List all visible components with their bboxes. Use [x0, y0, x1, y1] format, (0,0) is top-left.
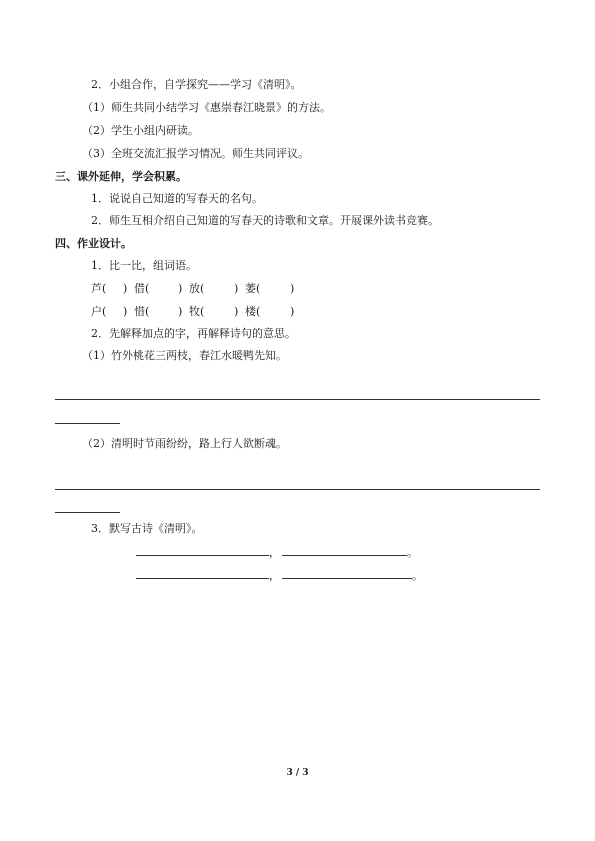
step-2-sub-1: （1）师生共同小结学习《惠崇春江晓景》的方法。 [82, 101, 331, 114]
dictation-row-2 [136, 568, 423, 583]
section-3-item-2: 2．师生互相介绍自己知道的写春天的诗歌和文章。开展课外读书竞赛。 [91, 214, 439, 227]
word-item: 牧( [189, 305, 205, 318]
word-close: ) [178, 305, 183, 318]
period: 。 [412, 569, 423, 582]
word-close: ) [178, 282, 183, 295]
page-number: 3 / 3 [286, 768, 309, 778]
dictation-row-1 [136, 545, 418, 560]
word-item: 借( [134, 282, 150, 295]
answer-line[interactable] [55, 489, 540, 490]
word-close: ) [234, 305, 239, 318]
dictation-blank[interactable] [282, 545, 407, 556]
word-close: ) [234, 282, 239, 295]
exercise-1-title: 1．比一比，组词语。 [91, 259, 197, 272]
step-2-sub-3: （3）全班交流汇报学习情况。师生共同评议。 [82, 147, 309, 160]
exercise-3-title: 3．默写古诗《清明》。 [91, 522, 203, 535]
poem-line-1: （1）竹外桃花三两枝，春江水暖鸭先知。 [82, 349, 287, 362]
exercise-2-title: 2．先解释加点的字，再解释诗句的意思。 [91, 327, 296, 340]
word-item: 惜( [134, 305, 150, 318]
step-2-sub-2: （2）学生小组内研读。 [82, 124, 199, 137]
step-2-line: 2．小组合作，自学探究——学习《清明》。 [91, 78, 302, 91]
word-item: 楼( [245, 305, 261, 318]
section-4-heading: 四、作业设计。 [55, 237, 132, 250]
word-item: 萎( [245, 282, 261, 295]
word-item: 放( [189, 282, 205, 295]
word-close: ) [123, 305, 128, 318]
comma: ， [269, 569, 280, 582]
section-3-item-1: 1．说说自己知道的写春天的名句。 [91, 192, 263, 205]
answer-line-end[interactable] [55, 512, 120, 513]
section-3-heading: 三、课外延伸，学会积累。 [55, 170, 187, 183]
word-item: 户( [91, 305, 107, 318]
word-close: ) [290, 282, 295, 295]
comma: ， [269, 546, 280, 559]
answer-line-end[interactable] [55, 423, 120, 424]
dictation-blank[interactable] [282, 568, 412, 579]
word-close: ) [290, 305, 295, 318]
poem-line-2: （2）清明时节雨纷纷，路上行人欲断魂。 [82, 437, 287, 450]
period: 。 [407, 546, 418, 559]
word-close: ) [123, 282, 128, 295]
dictation-blank[interactable] [136, 568, 269, 579]
answer-line[interactable] [55, 399, 540, 400]
word-item: 芦( [91, 282, 107, 295]
dictation-blank[interactable] [136, 545, 269, 556]
